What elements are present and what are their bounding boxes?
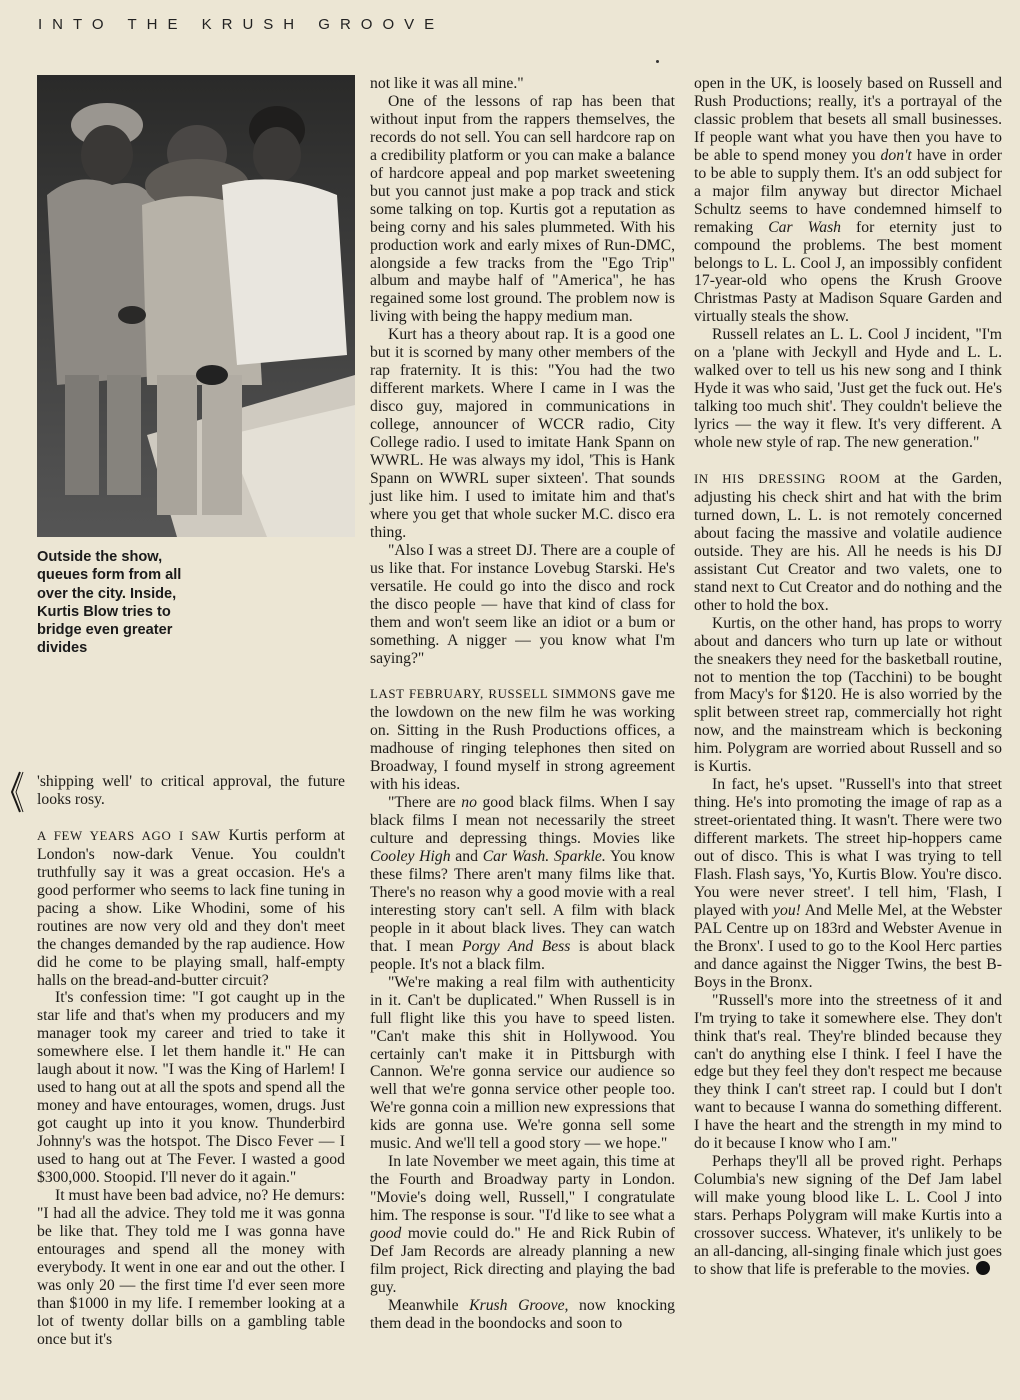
section-lead: LAST FEBRUARY, RUSSELL SIMMONS	[370, 687, 617, 702]
paragraph: In late November we meet again, this time at the Fourth and Broadway party in London. "Movie's doing well, Russell," I congratulate him. The response is sour. "I'd like to see what a good movie could do." He and Rick Rubin of Def Jam Records are already planning a new film project, Rick directing and playing the bad guy.	[370, 1153, 675, 1296]
paragraph: Kurtis, on the other hand, has props to worry about and dancers who turn up late or without the sneakers they need for the basketball routine, not to mention the top (Tacchini) to be bought from Macy's for $120. He is also worried by the split between street rap, commercially hot right now, and the mainstream which is beckoning him. Polygram are worried about Russell and so is Kurtis.	[694, 614, 1002, 776]
end-of-article-icon	[976, 1261, 990, 1275]
paragraph: 'shipping well' to critical approval, the future looks rosy.	[37, 773, 345, 808]
article-column-2	[370, 75, 675, 1333]
article-column-1	[37, 773, 345, 1349]
paragraph: A FEW YEARS AGO I SAW Kurtis perform at London's now-dark Venue. You couldn't truthfully say it was a great occasion. He's a good performer who seems to lack fine tuning in pacing a show. Like Whodini, some of his routines are now very old and they don't meet the changes demanded by the rap audience. How did he come to be playing small, half-empty halls on the bread-and-butter circuit?	[37, 826, 345, 989]
paragraph: In fact, he's upset. "Russell's into that street thing. He's into promoting the image of rap as a street-orientated thing. It wasn't. There were two different markets. The street hip-hoppers came out of disco. This is what I was trying to tell Flash. Flash says, 'Yo, Kurtis Blow. You're disco. You were never street'. I tell him, 'Flash, I played with you! And Melle Mel, at the Webster PAL Centre up on 183rd and Webster Avenue in the Bronx'. I used to go to the Kool Herc parties and dance against the Nigger Twins, the best B-Boys in the Bronx.	[694, 776, 1002, 991]
paragraph: Kurt has a theory about rap. It is a good one but it is scorned by many other members of the rap fraternity. It is this: "You had the two different markets. Where I came in I was the disco guy, majored in communications in college, announcer of WCCR radio, City College radio. I used to imitate Hank Spann on WWRL. He was always my idol, 'This is Hank Spann on WWRL super sixteen'. That sounds just like him. I used to imitate him and that's where you get that whole sucker M.C. disco era thing.	[370, 326, 675, 541]
paragraph: It's confession time: "I got caught up in the star life and that's when my producers and my manager took my career and tried to take it somewhere else. I let them handle it." He can laugh about it now. "I was the King of Harlem! I used to hang out at all the spots and spend all the money and have entourages, women, drugs. Just got caught up into it you know. Thunderbird Johnny's was the hotspot. The Disco Fever — I used to hang out at The Fever. I wasted a good $300,000. Stoopid. I'll never do it again."	[37, 989, 345, 1187]
photo	[37, 75, 355, 537]
paragraph: Perhaps they'll all be proved right. Perhaps Columbia's new signing of the Def Jam label will make young blood like L. L. Cool J into stars. Perhaps Polygram will make Kurtis into a crossover success. Whatever, it's unlikely to be an all-dancing, all-singing finale which just goes to show that life is preferable to the movies.	[694, 1153, 1002, 1278]
speck	[656, 60, 659, 63]
paragraph: It must have been bad advice, no? He demurs: "I had all the advice. They told me it was gonna be like that. They told me I was gonna have entourages and spend all the money with everybody. It went in one ear and out the other. I was only 20 — the first time I'd ever seen more than $1000 in my life. I remember looking at a lot of twenty dollar bills on a gambling table once but it's	[37, 1186, 345, 1348]
paragraph: "We're making a real film with authenticity in it. Can't be duplicated." When Russell is in full flight like this you have to speed listen. "Can't make this shit in Hollywood. You certainly can't make it in Pittsburgh with Cannon. We're gonna service our audience so well that we're gonna service other people too. We're gonna coin a million new expressions that kids are gonna use. We're gonna sell some music. And we'll tell a good story — we hope."	[370, 973, 675, 1153]
paragraph: One of the lessons of rap has been that without input from the rappers themselves, the records do not sell. You can sell hardcore rap on a credibility platform or you can make a balance of hardcore appeal and pop market sweetening but you cannot just make a pop track and stick some talking on top. Kurtis got a reputation as being corny and his sales plummeted. With his production work and early mixes of Run-DMC, alongside a few tracks from the "Ego Trip" album and maybe half of "America", he has regained some lost ground. The problem now is living with being the happy medium man.	[370, 92, 675, 326]
paragraph: "There are no good black films. When I say black films I mean not necessarily the street culture and depressing things. Movies like Cooley High and Car Wash. Sparkle. You know these films? There aren't many films like that. There's no reason why a good movie with a real interesting story can't sell. A film with black people in it about black lives. They can watch that. I mean Porgy And Bess is about black people. It's not a black film.	[370, 794, 675, 973]
section-lead: A FEW YEARS AGO I SAW	[37, 828, 221, 843]
paragraph: "Russell's more into the streetness of it and I'm trying to take it somewhere else. They don't think that's real. They're blinded because they can't do anything else I think. I feel I have the edge but they feel they don't respect me because they think I can't street rap. I could but I don't want to because I wanna do something different. I have the heart and the strength in my mind to do it because I know who I am."	[694, 991, 1002, 1153]
paragraph: "Also I was a street DJ. There are a couple of us like that. For instance Lovebug Starski. He's versatile. He could go into the disco and rock the disco people — have that kind of class for them and won't seem like an idiot or a bum or something. A nigger — you know what I'm saying?"	[370, 541, 675, 667]
photo-caption: Outside the show, queues form from all over the city. Inside, Kurtis Blow tries to bridge even greater divides	[37, 549, 182, 657]
photo-illustration	[37, 75, 355, 537]
paragraph: open in the UK, is loosely based on Russell and Rush Productions; really, it's a portrayal of the classic problem that besets all small businesses. If people want what you have then you have to be able to spend money you don't have in order to be able to supply them. It's an odd subject for a major film anyway but director Michael Schultz seems to have condemned himself to remaking Car Wash for eternity just to compound the problems. The best moment belongs to L. L. Cool J, an impossibly confident 17-year-old who opens the Krush Groove Christmas Pasty at Madison Square Garden and virtually steals the show.	[694, 75, 1002, 326]
section-lead: IN HIS DRESSING ROOM	[694, 472, 881, 487]
running-header: INTO THE KRUSH GROOVE	[38, 16, 445, 33]
article-column-3	[694, 75, 1002, 1279]
continuation-bracket-icon	[8, 770, 24, 814]
paragraph: IN HIS DRESSING ROOM at the Garden, adjusting his check shirt and hat with the brim turned down, L. L. is not remotely concerned about facing the massive and volatile audience outside. They are his. All he needs is his DJ assistant Cut Creator and two valets, one to stand next to Cut Creator and do nothing and the other to hold the box.	[694, 470, 1002, 614]
paragraph: Russell relates an L. L. Cool J incident, "I'm on a 'plane with Jeckyll and Hyde and L. L. walked over to tell us his new song and I think Hyde it was who said, 'Just get the fuck out. He's talking too much shit'. They couldn't believe the lyrics — the way it flew. It's very different. A whole new style of rap. The new generation."	[694, 326, 1002, 452]
paragraph: not like it was all mine."	[370, 75, 524, 92]
paragraph: Meanwhile Krush Groove, now knocking them dead in the boondocks and soon to	[370, 1296, 676, 1332]
paragraph: LAST FEBRUARY, RUSSELL SIMMONS gave me the lowdown on the new film he was working on. Sitting in the Rush Productions offices, a madhouse of ringing telephones then sited on Broadway, I found myself in strong agreement with his ideas.	[370, 685, 675, 794]
